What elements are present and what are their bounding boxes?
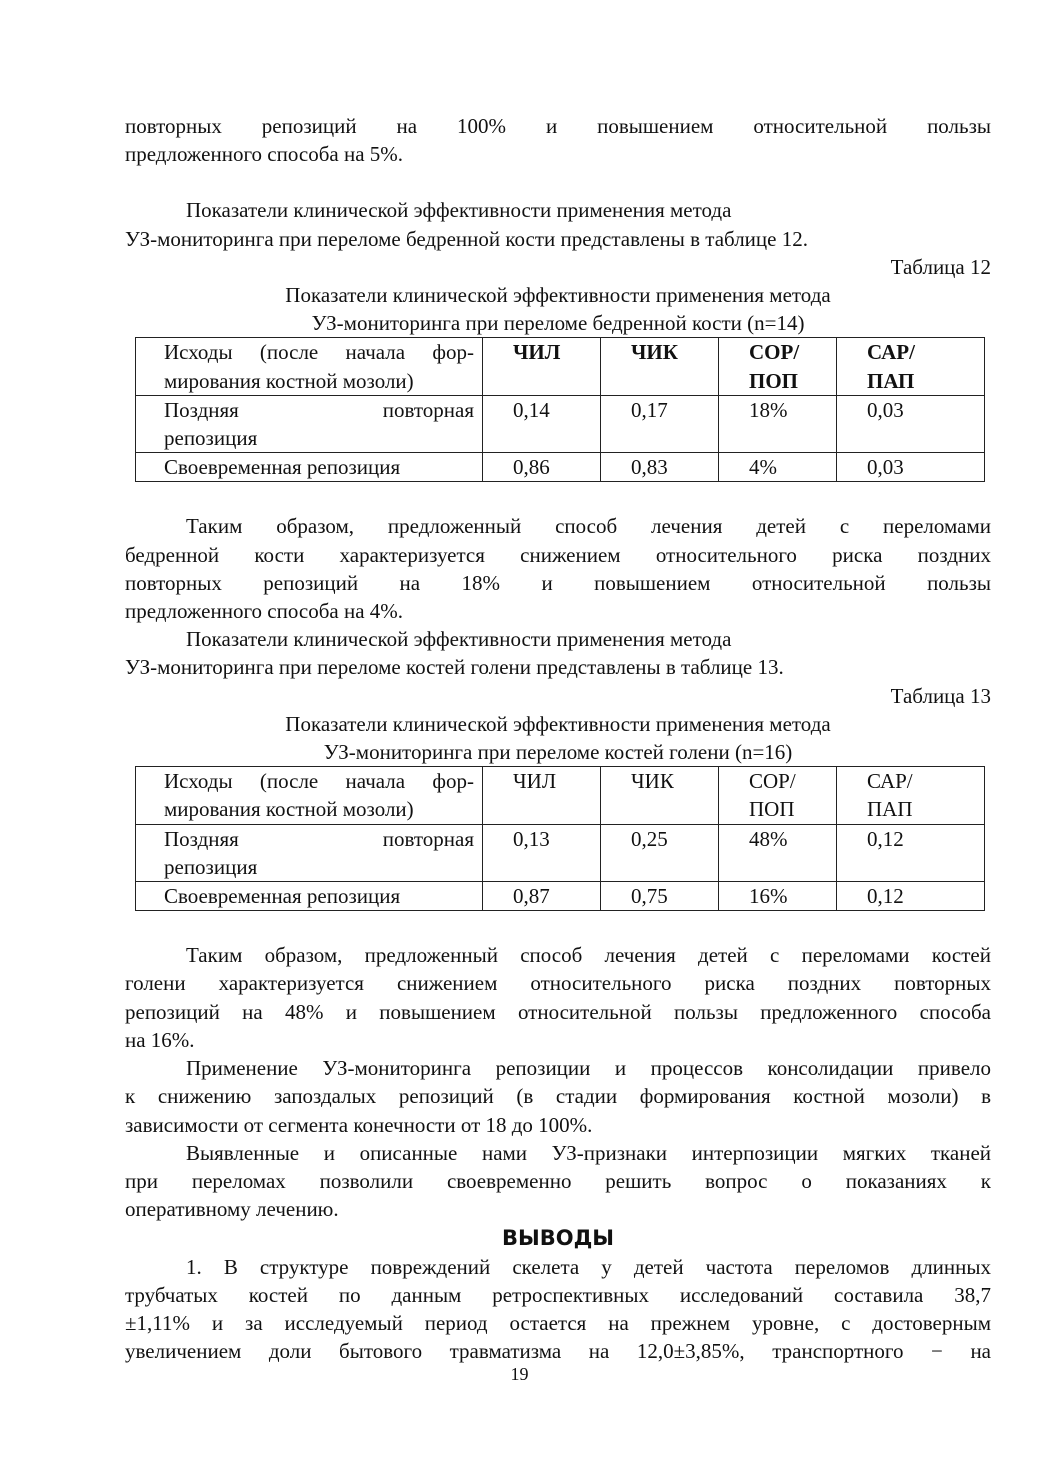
- text-line: Таким образом, предложенный способ лечения детей с переломами костей: [186, 943, 991, 968]
- text-line: Применение УЗ-мониторинга репозиции и процессов консолидации привело: [186, 1056, 991, 1081]
- text-line: повторных репозиций на 100% и повышением относительной пользы: [125, 114, 991, 138]
- table-caption: УЗ-мониторинга при переломе костей голени (n=16): [323, 740, 793, 765]
- text-line: зависимости от сегмента конечности от 18 до 100%.: [125, 1112, 593, 1137]
- text-line: увеличением доли бытового травматизма на 12,0±3,85%, транспортного − на: [125, 1339, 991, 1364]
- table-caption: УЗ-мониторинга при переломе бедренной кости (n=14): [311, 311, 805, 336]
- header-sor: СОР/ ПОП: [719, 338, 837, 395]
- page-content: [125, 112, 991, 1365]
- table-row: [136, 453, 985, 482]
- text-line: 1. В структуре повреждений скелета у детей частота переломов длинных: [186, 1254, 991, 1279]
- row-label: Поздняя повторная репозиция: [136, 824, 483, 881]
- header-chik: ЧИК: [601, 338, 719, 395]
- header-outcome: Исходы (после начала фор- мирования костной мозоли): [136, 338, 483, 395]
- text-line: при переломах позволили своевременно решить вопрос о показаниях к: [125, 1168, 991, 1193]
- cell-sor: 4%: [719, 453, 837, 482]
- header-chil: ЧИЛ: [483, 338, 601, 395]
- section-heading: ВЫВОДЫ: [501, 1226, 615, 1251]
- text-line: УЗ-мониторинга при переломе костей голени представлены в таблице 13.: [125, 655, 784, 680]
- text-line: Таким образом, предложенный способ лечения детей с переломами: [186, 514, 991, 539]
- row-label: Своевременная репозиция: [136, 882, 483, 911]
- table-caption: Показатели клинической эффективности применения метода: [285, 711, 831, 736]
- text-line: на 16%.: [125, 1027, 195, 1052]
- header-sar: САР/ ПАП: [837, 338, 985, 395]
- cell-sar: 0,12: [837, 824, 985, 881]
- cell-chik: 0,25: [601, 824, 719, 881]
- text-line: оперативному лечению.: [125, 1197, 339, 1222]
- header-chik: ЧИК: [601, 767, 719, 824]
- text-line: УЗ-мониторинга при переломе бедренной кости представлены в таблице 12.: [125, 226, 808, 251]
- header-outcome: Исходы (после начала фор- мирования костной мозоли): [136, 767, 483, 824]
- cell-sar: 0,03: [837, 395, 985, 452]
- header-sor: СОР/ ПОП: [719, 767, 837, 824]
- table-header-row: [136, 338, 985, 395]
- cell-sar: 0,03: [837, 453, 985, 482]
- cell-chik: 0,75: [601, 882, 719, 911]
- text-line: трубчатых костей по данным ретроспективных исследований составила 38,7: [125, 1282, 991, 1307]
- cell-chik: 0,17: [601, 395, 719, 452]
- text-line: к снижению запоздалых репозиций (в стадии формирования костной мозоли) в: [125, 1084, 991, 1109]
- text-line: предложенного способа на 5%.: [125, 142, 404, 167]
- text-line: предложенного способа на 4%.: [125, 599, 404, 624]
- cell-sor: 16%: [719, 882, 837, 911]
- table-row: [136, 824, 985, 881]
- text-line: ±1,11% и за исследуемый период остается на прежнем уровне, с достоверным: [125, 1310, 991, 1335]
- cell-sor: 18%: [719, 395, 837, 452]
- text-line: репозиций на 48% и повышением относительной пользы предложенного способа: [125, 999, 991, 1024]
- table-header-row: [136, 767, 985, 824]
- table-row: [136, 395, 985, 452]
- text-line: Показатели клинической эффективности применения метода: [186, 198, 732, 223]
- row-label: Своевременная репозиция: [136, 453, 483, 482]
- text-line: голени характеризуется снижением относительного риска поздних повторных: [125, 971, 991, 996]
- text-line: Показатели клинической эффективности применения метода: [186, 627, 732, 652]
- table-caption: Показатели клинической эффективности применения метода: [285, 283, 831, 308]
- cell-chil: 0,13: [483, 824, 601, 881]
- cell-chik: 0,83: [601, 453, 719, 482]
- header-chil: ЧИЛ: [483, 767, 601, 824]
- cell-chil: 0,87: [483, 882, 601, 911]
- cell-sor: 48%: [719, 824, 837, 881]
- cell-chil: 0,14: [483, 395, 601, 452]
- header-sar: САР/ ПАП: [837, 767, 985, 824]
- row-label: Поздняя повторная репозиция: [136, 395, 483, 452]
- table-label: Таблица 12: [890, 254, 991, 279]
- text-line: бедренной кости характеризуется снижением относительного риска поздних: [125, 542, 991, 567]
- table-label: Таблица 13: [890, 683, 991, 708]
- text-line: Выявленные и описанные нами УЗ-признаки интерпозиции мягких тканей: [186, 1140, 991, 1165]
- table-12: [135, 337, 985, 482]
- cell-sar: 0,12: [837, 882, 985, 911]
- text-line: повторных репозиций на 18% и повышением относительной пользы: [125, 570, 991, 595]
- table-row: [136, 882, 985, 911]
- cell-chil: 0,86: [483, 453, 601, 482]
- table-13: [135, 766, 985, 911]
- page-number: 19: [510, 1364, 529, 1384]
